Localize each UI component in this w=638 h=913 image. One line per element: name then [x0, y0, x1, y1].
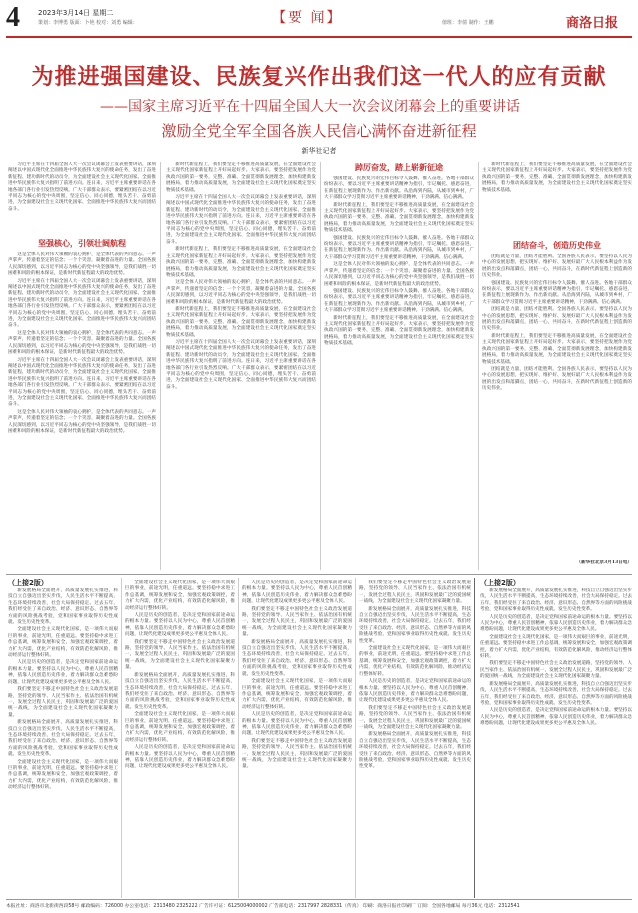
- article-column-4: 新时代新征程上，我们要坚定不移推进高质量发展，在全面建设社会主义现代化国家新征程上开好局起好步。大家表示，要坚持把发展作为党执政兴国的第一要务，完整、准确、全面贯彻新发展理念，加快构建新发展格局，着力推动高质量发展，为全面建设社会主义现代化国家奠定坚实物质技术基础。: [482, 162, 632, 193]
- footer-rule: [6, 899, 632, 900]
- lower-column-1: 新发展格局全面展开，高质量发展扎实推进，科技自立自强迈出坚实步伐，人民生活水平不断提高，生态环境持续改善，社会大局保持稳定。过去五年，我们经受住了来自政治、经济、意识形态、自然界等方面的风险挑战考验，党和国家事业取得历史性成就、发生历史性变革。 全面建设社会主义现代化国家，是一项伟大而艰巨的事业，前途光明，任重道远。要坚持稳中求进工作总基调，统筹发展和安全，加强宏观政策调控，着力扩大内需，优化产业结构，有效防范化解风险，推动经济运行整体好转。 人民是历史的创造者，是决定党和国家前途命运的根本力量。要坚持以人民为中心，尊重人民首创精神，依靠人民创造历史伟业，着力解决群众急难愁盼问题，让现代化建设成果更多更公平惠及全体人民。 我们要坚定不移走中国特色社会主义政治发展道路，坚持党的领导、人民当家作主、依法治国有机统一，发展全过程人民民主，巩固和发展最广泛的爱国统一战线，为全面建设社会主义现代化国家凝聚力量。 新发展格局全面展开，高质量发展扎实推进，科技自立自强迈出坚实步伐，人民生活水平不断提高，生态环境持续改善，社会大局保持稳定。过去五年，我们经受住了来自政治、经济、意识形态、自然界等方面的风险挑战考验，党和国家事业取得历史性成就、发生历史性变革。 全面建设社会主义现代化国家，是一项伟大而艰巨的事业，前途光明，任重道远。要坚持稳中求进工作总基调，统筹发展和安全，加强宏观政策调控，着力扩大内需，优化产业结构，有效防范化解风险，推动经济运行整体好转。: [8, 588, 118, 791]
- editors-left: 策划：李博勇 版面：卜艳 校对：刘勇 编辑：: [38, 20, 138, 26]
- section-subhead-3: 团结奋斗，创造历史伟业: [513, 241, 601, 250]
- column-divider: [160, 162, 161, 570]
- section-divider: [6, 574, 632, 575]
- page-header: [0, 0, 638, 40]
- article-column-3: 强国建设、民族复兴的宏伟目标令人鼓舞、催人奋进。各地干部群众纷纷表示，要以习近平主席重要讲话精神为指引，牢记嘱托、感恩奋进，在新征程上展现新作为、作出新贡献。从沿海到内陆，从城市到乡村，广大干部群众学习贯彻习近平主席重要讲话精神，干劲满满、信心满满。 新时代新征程上，我们要坚定不移推进高质量发展，在全面建设社会主义现代化国家新征程上开好局起好步。大家表示，要坚持把发展作为党执政兴国的第一要务，完整、准确、全面贯彻新发展理念，加快构建新发展格局，着力推动高质量发展，为全面建设社会主义现代化国家奠定坚实物质技术基础。 强国建设、民族复兴的宏伟目标令人鼓舞、催人奋进。各地干部群众纷纷表示，要以习近平主席重要讲话精神为指引，牢记嘱托、感恩奋进，在新征程上展现新作为、作出新贡献。从沿海到内陆，从城市到乡村，广大干部群众学习贯彻习近平主席重要讲话精神，干劲满满、信心满满。 这是全体人民对伟大领袖的衷心拥护，是全体代表的共同意志。一声声掌声，传递着坚定的信念；一个个笑容，凝聚着奋进的力量。全国各族人民深切感到，以习近平同志为核心的党中央坚强领导，是我们战胜一切困难和风险的根本保证，是新时代新征程最大的政治优势。 强国建设、民族复兴的宏伟目标令人鼓舞、催人奋进。各地干部群众纷纷表示，要以习近平主席重要讲话精神为指引，牢记嘱托、感恩奋进，在新征程上展现新作为、作出新贡献。从沿海到内陆，从城市到乡村，广大干部群众学习贯彻习近平主席重要讲话精神，干劲满满、信心满满。 新时代新征程上，我们要坚定不移推进高质量发展，在全面建设社会主义现代化国家新征程上开好局起好步。大家表示，要坚持把发展作为党执政兴国的第一要务，完整、准确、全面贯彻新发展理念，加快构建新发展格局，着力推动高质量发展，为全面建设社会主义现代化国家奠定坚实物质技术基础。: [324, 176, 474, 347]
- footer-info: 本报社址：商洛市北新街西段58号 邮政编码：726000 办公室电话：2313480 2325222 广告许可证：6125004000002 广告部电话：2317997 2828331（传真） 印刷：商洛日报社印刷厂 订阅：全国各地邮局 每月36元 电话：2312541: [6, 904, 520, 909]
- lower-column-5: 新发展格局全面展开，高质量发展扎实推进，科技自立自强迈出坚实步伐，人民生活水平不断提高，生态环境持续改善，社会大局保持稳定。过去五年，我们经受住了来自政治、经济、意识形态、自然界等方面的风险挑战考验，党和国家事业取得历史性成就、发生历史性变革。 人民是历史的创造者，是决定党和国家前途命运的根本力量。要坚持以人民为中心，尊重人民首创精神，依靠人民创造历史伟业，着力解决群众急难愁盼问题，让现代化建设成果更多更公平惠及全体人民。 全面建设社会主义现代化国家，是一项伟大而艰巨的事业，前途光明，任重道远。要坚持稳中求进工作总基调，统筹发展和安全，加强宏观政策调控，着力扩大内需，优化产业结构，有效防范化解风险，推动经济运行整体好转。 我们要坚定不移走中国特色社会主义政治发展道路，坚持党的领导、人民当家作主、依法治国有机统一，发展全过程人民民主，巩固和发展最广泛的爱国统一战线，为全面建设社会主义现代化国家凝聚力量。 新发展格局全面展开，高质量发展扎实推进，科技自立自强迈出坚实步伐，人民生活水平不断提高，生态环境持续改善，社会大局保持稳定。过去五年，我们经受住了来自政治、经济、意识形态、自然界等方面的风险挑战考验，党和国家事业取得历史性成就、发生历史性变革。 人民是历史的创造者，是决定党和国家前途命运的根本力量。要坚持以人民为中心，尊重人民首创精神，依靠人民创造历史伟业，着力解决群众急难愁盼问题，让现代化建设成果更多更公平惠及全体人民。: [480, 588, 632, 727]
- column-divider: [320, 162, 321, 570]
- section-title: 【要 闻】: [272, 10, 343, 26]
- article-column-2: 新时代新征程上，我们要坚定不移推进高质量发展，在全面建设社会主义现代化国家新征程上开好局起好步。大家表示，要坚持把发展作为党执政兴国的第一要务，完整、准确、全面贯彻新发展理念，加快构建新发展格局，着力推动高质量发展，为全面建设社会主义现代化国家奠定坚实物质技术基础。 习近平主席在十四届全国人大一次会议闭幕会上发表重要讲话，深刻阐述以中国式现代化全面推进中华民族伟大复兴的使命任务，发出了奋进新征程、建功新时代的动员令，为全面建设社会主义现代化国家、全面推进中华民族伟大复兴指明了前进方向。连日来，习近平主席重要讲话在各地各部门各行业引发热烈反响。广大干部群众表示，要紧密团结在以习近平同志为核心的党中央周围，坚定信心、同心同德，埋头苦干、奋勇前进，为全面建设社会主义现代化国家、全面推进中华民族伟大复兴而团结奋斗。 新时代新征程上，我们要坚定不移推进高质量发展，在全面建设社会主义现代化国家新征程上开好局起好步。大家表示，要坚持把发展作为党执政兴国的第一要务，完整、准确、全面贯彻新发展理念，加快构建新发展格局，着力推动高质量发展，为全面建设社会主义现代化国家奠定坚实物质技术基础。 这是全体人民对伟大领袖的衷心拥护，是全体代表的共同意志。一声声掌声，传递着坚定的信念；一个个笑容，凝聚着奋进的力量。全国各族人民深切感到，以习近平同志为核心的党中央坚强领导，是我们战胜一切困难和风险的根本保证，是新时代新征程最大的政治优势。 新时代新征程上，我们要坚定不移推进高质量发展，在全面建设社会主义现代化国家新征程上开好局起好步。大家表示，要坚持把发展作为党执政兴国的第一要务，完整、准确、全面贯彻新发展理念，加快构建新发展格局，着力推动高质量发展，为全面建设社会主义现代化国家奠定坚实物质技术基础。 习近平主席在十四届全国人大一次会议闭幕会上发表重要讲话，深刻阐述以中国式现代化全面推进中华民族伟大复兴的使命任务，发出了奋进新征程、建功新时代的动员令，为全面建设社会主义现代化国家、全面推进中华民族伟大复兴指明了前进方向。连日来，习近平主席重要讲话在各地各部门各行业引发热烈反响。广大干部群众表示，要紧密团结在以习近平同志为核心的党中央周围，坚定信心、同心同德，埋头苦干、奋勇前进，为全面建设社会主义现代化国家、全面推进中华民族伟大复兴而团结奋斗。: [166, 162, 316, 390]
- sub-headline-2: 激励全党全军全国各族人民信心满怀奋进新征程: [161, 122, 477, 140]
- section-subhead-1: 坚强核心，引领壮阔航程: [38, 239, 126, 248]
- newspaper-logo: 商洛日报: [566, 16, 619, 31]
- dateline-sign: （新华社北京3月13日电）: [576, 560, 632, 565]
- column-divider: [238, 578, 239, 898]
- column-divider: [121, 578, 122, 898]
- lower-column-2: 全面建设社会主义现代化国家，是一项伟大而艰巨的事业，前途光明，任重道远。要坚持稳中求进工作总基调，统筹发展和安全，加强宏观政策调控，着力扩大内需，优化产业结构，有效防范化解风险，推动经济运行整体好转。 人民是历史的创造者，是决定党和国家前途命运的根本力量。要坚持以人民为中心，尊重人民首创精神，依靠人民创造历史伟业，着力解决群众急难愁盼问题，让现代化建设成果更多更公平惠及全体人民。 我们要坚定不移走中国特色社会主义政治发展道路，坚持党的领导、人民当家作主、依法治国有机统一，发展全过程人民民主，巩固和发展最广泛的爱国统一战线，为全面建设社会主义现代化国家凝聚力量。 新发展格局全面展开，高质量发展扎实推进，科技自立自强迈出坚实步伐，人民生活水平不断提高，生态环境持续改善，社会大局保持稳定。过去五年，我们经受住了来自政治、经济、意识形态、自然界等方面的风险挑战考验，党和国家事业取得历史性成就、发生历史性变革。 全面建设社会主义现代化国家，是一项伟大而艰巨的事业，前途光明，任重道远。要坚持稳中求进工作总基调，统筹发展和安全，加强宏观政策调控，着力扩大内需，优化产业结构，有效防范化解风险，推动经济运行整体好转。 人民是历史的创造者，是决定党和国家前途命运的根本力量。要坚持以人民为中心，尊重人民首创精神，依靠人民创造历史伟业，着力解决群众急难愁盼问题，让现代化建设成果更多更公平惠及全体人民。: [125, 580, 235, 770]
- continued-from-right: （上接2版）: [480, 579, 520, 587]
- column-divider: [355, 578, 356, 898]
- article-column-4b: 团结就是力量，团结才能胜利。全国各族人民表示，要坚持以人民为中心的发展思想，把实现好、维护好、发展好最广大人民根本利益作为发展的出发点和落脚点，团结一心，共同奋斗，在新时代新征程上创造新的历史伟业。 强国建设、民族复兴的宏伟目标令人鼓舞、催人奋进。各地干部群众纷纷表示，要以习近平主席重要讲话精神为指引，牢记嘱托、感恩奋进，在新征程上展现新作为、作出新贡献。从沿海到内陆，从城市到乡村，广大干部群众学习贯彻习近平主席重要讲话精神，干劲满满、信心满满。 团结就是力量，团结才能胜利。全国各族人民表示，要坚持以人民为中心的发展思想，把实现好、维护好、发展好最广大人民根本利益作为发展的出发点和落脚点，团结一心，共同奋斗，在新时代新征程上创造新的历史伟业。 新时代新征程上，我们要坚定不移推进高质量发展，在全面建设社会主义现代化国家新征程上开好局起好步。大家表示，要坚持把发展作为党执政兴国的第一要务，完整、准确、全面贯彻新发展理念，加快构建新发展格局，着力推动高质量发展，为全面建设社会主义现代化国家奠定坚实物质技术基础。 团结就是力量，团结才能胜利。全国各族人民表示，要坚持以人民为中心的发展思想，把实现好、维护好、发展好最广大人民根本利益作为发展的出发点和落脚点，团结一心，共同奋斗，在新时代新征程上创造新的历史伟业。: [482, 254, 632, 392]
- header-rule: [6, 36, 632, 38]
- lower-column-4: 我们要坚定不移走中国特色社会主义政治发展道路，坚持党的领导、人民当家作主、依法治国有机统一，发展全过程人民民主，巩固和发展最广泛的爱国统一战线，为全面建设社会主义现代化国家凝聚力量。 新发展格局全面展开，高质量发展扎实推进，科技自立自强迈出坚实步伐，人民生活水平不断提高，生态环境持续改善，社会大局保持稳定。过去五年，我们经受住了来自政治、经济、意识形态、自然界等方面的风险挑战考验，党和国家事业取得历史性成就、发生历史性变革。 全面建设社会主义现代化国家，是一项伟大而艰巨的事业，前途光明，任重道远。要坚持稳中求进工作总基调，统筹发展和安全，加强宏观政策调控，着力扩大内需，优化产业结构，有效防范化解风险，推动经济运行整体好转。 人民是历史的创造者，是决定党和国家前途命运的根本力量。要坚持以人民为中心，尊重人民首创精神，依靠人民创造历史伟业，着力解决群众急难愁盼问题，让现代化建设成果更多更公平惠及全体人民。 我们要坚定不移走中国特色社会主义政治发展道路，坚持党的领导、人民当家作主、依法治国有机统一，发展全过程人民民主，巩固和发展最广泛的爱国统一战线，为全面建设社会主义现代化国家凝聚力量。 新发展格局全面展开，高质量发展扎实推进，科技自立自强迈出坚实步伐，人民生活水平不断提高，生态环境持续改善，社会大局保持稳定。过去五年，我们经受住了来自政治、经济、意识形态、自然界等方面的风险挑战考验，党和国家事业取得历史性成就、发生历史性变革。: [359, 580, 471, 770]
- section-subhead-2: 踔厉奋发，踏上崭新征途: [355, 163, 443, 172]
- continued-from-left: （上接2版）: [8, 579, 48, 587]
- column-divider: [474, 578, 475, 898]
- lower-column-3: 人民是历史的创造者，是决定党和国家前途命运的根本力量。要坚持以人民为中心，尊重人民首创精神，依靠人民创造历史伟业，着力解决群众急难愁盼问题，让现代化建设成果更多更公平惠及全体人民。 我们要坚定不移走中国特色社会主义政治发展道路，坚持党的领导、人民当家作主、依法治国有机统一，发展全过程人民民主，巩固和发展最广泛的爱国统一战线，为全面建设社会主义现代化国家凝聚力量。 新发展格局全面展开，高质量发展扎实推进，科技自立自强迈出坚实步伐，人民生活水平不断提高，生态环境持续改善，社会大局保持稳定。过去五年，我们经受住了来自政治、经济、意识形态、自然界等方面的风险挑战考验，党和国家事业取得历史性成就、发生历史性变革。 全面建设社会主义现代化国家，是一项伟大而艰巨的事业，前途光明，任重道远。要坚持稳中求进工作总基调，统筹发展和安全，加强宏观政策调控，着力扩大内需，优化产业结构，有效防范化解风险，推动经济运行整体好转。 人民是历史的创造者，是决定党和国家前途命运的根本力量。要坚持以人民为中心，尊重人民首创精神，依靠人民创造历史伟业，着力解决群众急难愁盼问题，让现代化建设成果更多更公平惠及全体人民。 我们要坚定不移走中国特色社会主义政治发展道路，坚持党的领导、人民当家作主、依法治国有机统一，发展全过程人民民主，巩固和发展最广泛的爱国统一战线，为全面建设社会主义现代化国家凝聚力量。: [242, 580, 352, 770]
- page-number: 4: [6, 2, 20, 33]
- sub-headline: ——国家主席习近平在十四届全国人大一次会议闭幕会上的重要讲话: [100, 99, 520, 115]
- article-column-1: 习近平主席在十四届全国人大一次会议闭幕会上发表重要讲话，深刻阐述以中国式现代化全面推进中华民族伟大复兴的使命任务，发出了奋进新征程、建功新时代的动员令，为全面建设社会主义现代化国家、全面推进中华民族伟大复兴指明了前进方向。连日来，习近平主席重要讲话在各地各部门各行业引发热烈反响。广大干部群众表示，要紧密团结在以习近平同志为核心的党中央周围，坚定信心、同心同德，埋头苦干、奋勇前进，为全面建设社会主义现代化国家、全面推进中华民族伟大复兴而团结奋斗。: [8, 162, 156, 212]
- column-divider: [478, 162, 479, 570]
- issue-date: 2023年3月14日 星期二: [38, 9, 114, 17]
- editors-right: 值班：李倩 制作：王鹏: [442, 20, 494, 26]
- article-column-1b: 这是全体人民对伟大领袖的衷心拥护，是全体代表的共同意志。一声声掌声，传递着坚定的信念；一个个笑容，凝聚着奋进的力量。全国各族人民深切感到，以习近平同志为核心的党中央坚强领导，是我们战胜一切困难和风险的根本保证，是新时代新征程最大的政治优势。 习近平主席在十四届全国人大一次会议闭幕会上发表重要讲话，深刻阐述以中国式现代化全面推进中华民族伟大复兴的使命任务，发出了奋进新征程、建功新时代的动员令，为全面建设社会主义现代化国家、全面推进中华民族伟大复兴指明了前进方向。连日来，习近平主席重要讲话在各地各部门各行业引发热烈反响。广大干部群众表示，要紧密团结在以习近平同志为核心的党中央周围，坚定信心、同心同德，埋头苦干、奋勇前进，为全面建设社会主义现代化国家、全面推进中华民族伟大复兴而团结奋斗。 这是全体人民对伟大领袖的衷心拥护，是全体代表的共同意志。一声声掌声，传递着坚定的信念；一个个笑容，凝聚着奋进的力量。全国各族人民深切感到，以习近平同志为核心的党中央坚强领导，是我们战胜一切困难和风险的根本保证，是新时代新征程最大的政治优势。 习近平主席在十四届全国人大一次会议闭幕会上发表重要讲话，深刻阐述以中国式现代化全面推进中华民族伟大复兴的使命任务，发出了奋进新征程、建功新时代的动员令，为全面建设社会主义现代化国家、全面推进中华民族伟大复兴指明了前进方向。连日来，习近平主席重要讲话在各地各部门各行业引发热烈反响。广大干部群众表示，要紧密团结在以习近平同志为核心的党中央周围，坚定信心、同心同德，埋头苦干、奋勇前进，为全面建设社会主义现代化国家、全面推进中华民族伟大复兴而团结奋斗。 这是全体人民对伟大领袖的衷心拥护，是全体代表的共同意志。一声声掌声，传递着坚定的信念；一个个笑容，凝聚着奋进的力量。全国各族人民深切感到，以习近平同志为核心的党中央坚强领导，是我们战胜一切困难和风险的根本保证，是新时代新征程最大的政治优势。: [8, 252, 156, 434]
- byline: 新华社记者: [301, 147, 337, 155]
- main-headline: 为推进强国建设、民族复兴作出我们这一代人的应有贡献: [31, 65, 607, 90]
